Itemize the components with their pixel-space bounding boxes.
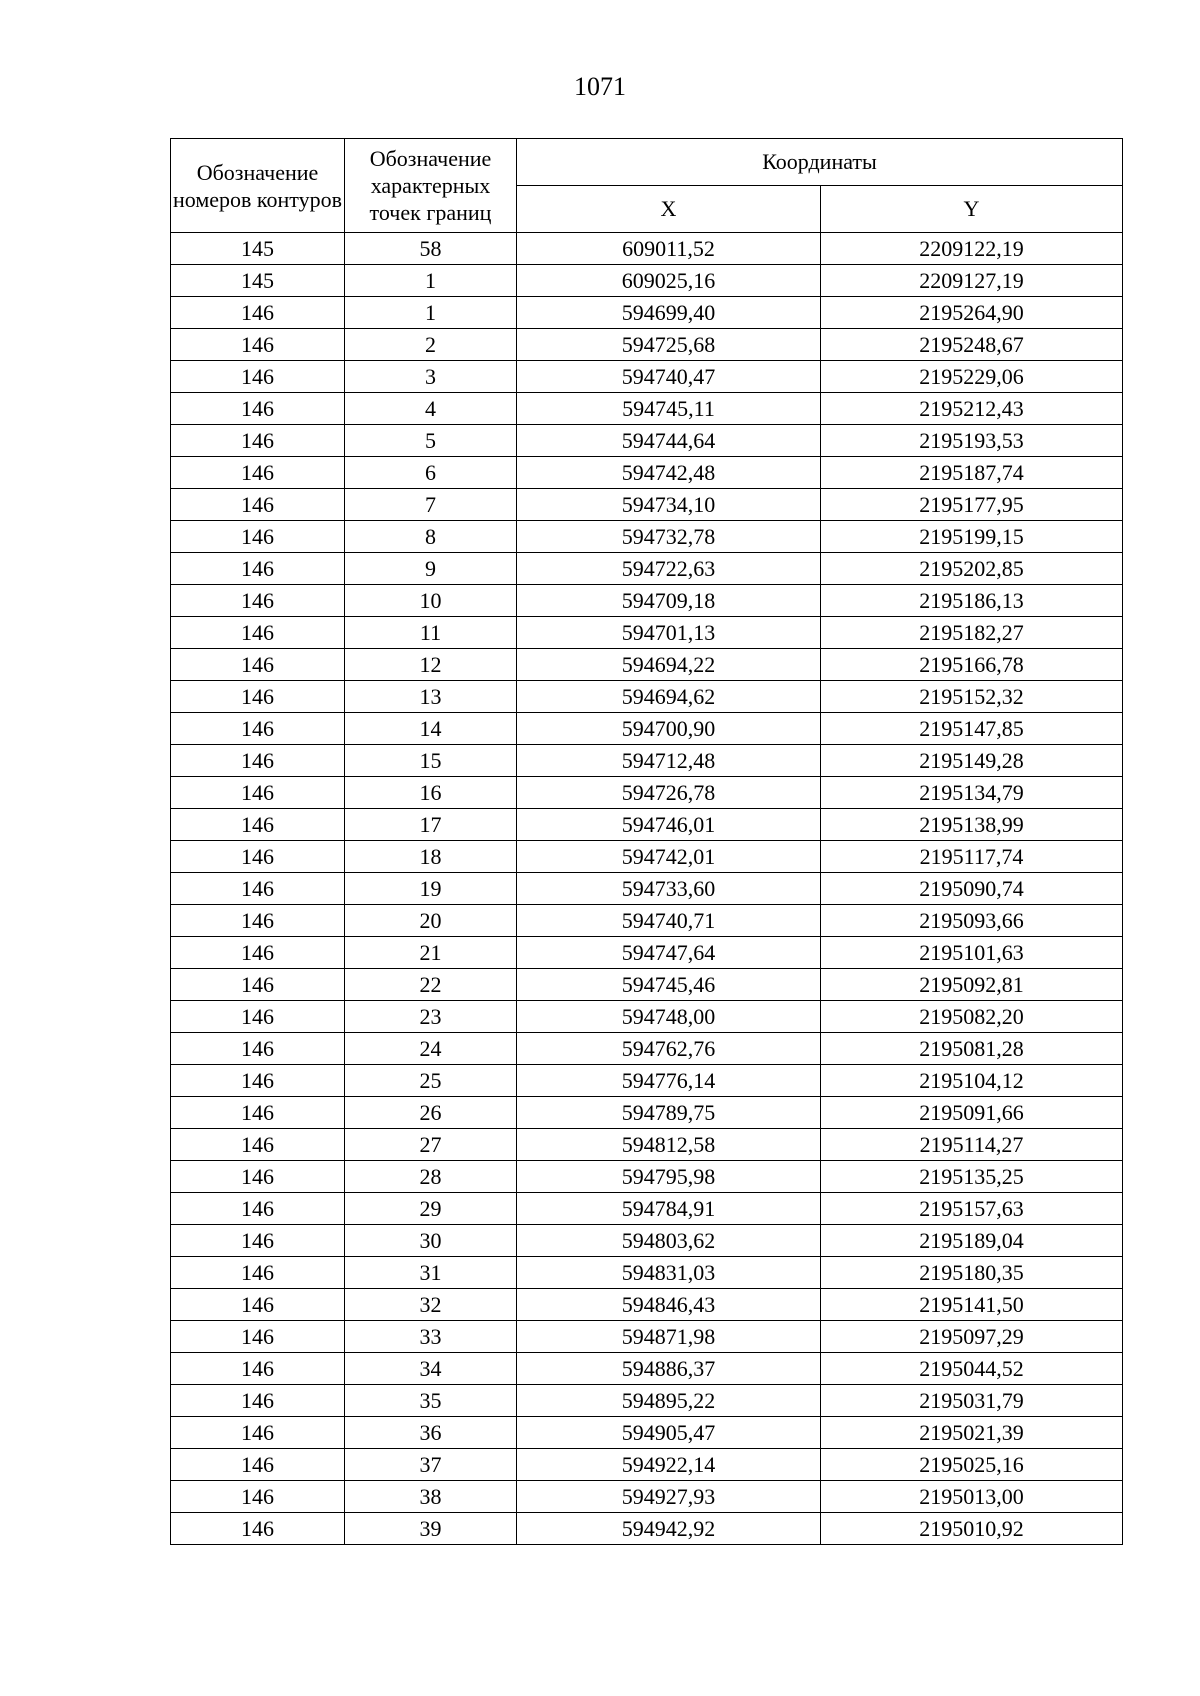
table-row: [171, 617, 1123, 649]
table-row: [171, 1097, 1123, 1129]
table-row: [171, 329, 1123, 361]
table-row: [171, 969, 1123, 1001]
cell-y: 2195117,74: [821, 841, 1123, 873]
header-coordinates: Координаты: [517, 139, 1123, 186]
cell-contour-number: 146: [171, 1001, 345, 1033]
cell-x: 594742,01: [517, 841, 821, 873]
cell-contour-number: 146: [171, 1289, 345, 1321]
cell-contour-number: 146: [171, 1225, 345, 1257]
header-y: Y: [821, 186, 1123, 233]
cell-x: 594726,78: [517, 777, 821, 809]
table-row: [171, 745, 1123, 777]
table-row: [171, 1513, 1123, 1545]
cell-x: 594740,47: [517, 361, 821, 393]
cell-point-number: 22: [345, 969, 517, 1001]
cell-x: 594744,64: [517, 425, 821, 457]
cell-y: 2195081,28: [821, 1033, 1123, 1065]
cell-contour-number: 146: [171, 1417, 345, 1449]
table-row: [171, 905, 1123, 937]
cell-contour-number: 146: [171, 1129, 345, 1161]
cell-contour-number: 146: [171, 1353, 345, 1385]
cell-y: 2195149,28: [821, 745, 1123, 777]
cell-y: 2195212,43: [821, 393, 1123, 425]
cell-point-number: 11: [345, 617, 517, 649]
cell-contour-number: 146: [171, 1385, 345, 1417]
cell-x: 594742,48: [517, 457, 821, 489]
table-row: [171, 1225, 1123, 1257]
cell-x: 594789,75: [517, 1097, 821, 1129]
table-row: [171, 361, 1123, 393]
cell-x: 594725,68: [517, 329, 821, 361]
cell-x: 594748,00: [517, 1001, 821, 1033]
cell-point-number: 32: [345, 1289, 517, 1321]
cell-x: 594922,14: [517, 1449, 821, 1481]
cell-contour-number: 146: [171, 329, 345, 361]
cell-y: 2195021,39: [821, 1417, 1123, 1449]
cell-contour-number: 146: [171, 393, 345, 425]
table-row: [171, 1161, 1123, 1193]
page-number: 1071: [574, 72, 626, 101]
cell-x: 594740,71: [517, 905, 821, 937]
cell-x: 594895,22: [517, 1385, 821, 1417]
cell-y: 2195031,79: [821, 1385, 1123, 1417]
cell-y: 2195101,63: [821, 937, 1123, 969]
cell-contour-number: 146: [171, 1449, 345, 1481]
cell-contour-number: 146: [171, 361, 345, 393]
cell-y: 2195180,35: [821, 1257, 1123, 1289]
cell-point-number: 21: [345, 937, 517, 969]
cell-contour-number: 146: [171, 809, 345, 841]
cell-x: 594812,58: [517, 1129, 821, 1161]
cell-y: 2195229,06: [821, 361, 1123, 393]
cell-point-number: 37: [345, 1449, 517, 1481]
cell-x: 594927,93: [517, 1481, 821, 1513]
cell-y: 2195092,81: [821, 969, 1123, 1001]
cell-y: 2195182,27: [821, 617, 1123, 649]
table-row: [171, 1001, 1123, 1033]
cell-x: 609025,16: [517, 265, 821, 297]
cell-x: 594886,37: [517, 1353, 821, 1385]
table-row: [171, 1065, 1123, 1097]
cell-point-number: 33: [345, 1321, 517, 1353]
table-body: [171, 233, 1123, 1545]
cell-x: 594846,43: [517, 1289, 821, 1321]
cell-point-number: 29: [345, 1193, 517, 1225]
cell-point-number: 34: [345, 1353, 517, 1385]
cell-y: 2195141,50: [821, 1289, 1123, 1321]
cell-contour-number: 146: [171, 457, 345, 489]
table-row: [171, 809, 1123, 841]
cell-contour-number: 146: [171, 1097, 345, 1129]
cell-x: 594709,18: [517, 585, 821, 617]
table-row: [171, 393, 1123, 425]
cell-contour-number: 146: [171, 425, 345, 457]
cell-contour-number: 146: [171, 969, 345, 1001]
cell-point-number: 3: [345, 361, 517, 393]
cell-x: 594722,63: [517, 553, 821, 585]
cell-point-number: 16: [345, 777, 517, 809]
table-row: [171, 649, 1123, 681]
cell-y: 2195138,99: [821, 809, 1123, 841]
cell-x: 594732,78: [517, 521, 821, 553]
cell-y: 2195090,74: [821, 873, 1123, 905]
table-row: [171, 1417, 1123, 1449]
cell-point-number: 35: [345, 1385, 517, 1417]
table-row: [171, 553, 1123, 585]
cell-y: 2195104,12: [821, 1065, 1123, 1097]
table-row: [171, 233, 1123, 265]
cell-contour-number: 146: [171, 905, 345, 937]
cell-point-number: 31: [345, 1257, 517, 1289]
cell-contour-number: 146: [171, 777, 345, 809]
cell-x: 594745,46: [517, 969, 821, 1001]
cell-y: 2195152,32: [821, 681, 1123, 713]
cell-contour-number: 146: [171, 745, 345, 777]
cell-x: 594784,91: [517, 1193, 821, 1225]
cell-point-number: 9: [345, 553, 517, 585]
cell-y: 2195202,85: [821, 553, 1123, 585]
cell-y: 2209122,19: [821, 233, 1123, 265]
table-row: [171, 489, 1123, 521]
cell-point-number: 27: [345, 1129, 517, 1161]
cell-x: 594905,47: [517, 1417, 821, 1449]
cell-point-number: 19: [345, 873, 517, 905]
cell-y: 2195264,90: [821, 297, 1123, 329]
cell-point-number: 18: [345, 841, 517, 873]
cell-contour-number: 146: [171, 1161, 345, 1193]
cell-x: 594762,76: [517, 1033, 821, 1065]
cell-contour-number: 145: [171, 265, 345, 297]
cell-y: 2195189,04: [821, 1225, 1123, 1257]
cell-contour-number: 146: [171, 1033, 345, 1065]
cell-point-number: 15: [345, 745, 517, 777]
table-row: [171, 1321, 1123, 1353]
cell-point-number: 8: [345, 521, 517, 553]
table-row: [171, 457, 1123, 489]
cell-y: 2195186,13: [821, 585, 1123, 617]
cell-point-number: 14: [345, 713, 517, 745]
cell-contour-number: 146: [171, 553, 345, 585]
cell-point-number: 17: [345, 809, 517, 841]
cell-contour-number: 146: [171, 297, 345, 329]
cell-y: 2195147,85: [821, 713, 1123, 745]
cell-contour-number: 146: [171, 521, 345, 553]
cell-point-number: 28: [345, 1161, 517, 1193]
cell-point-number: 36: [345, 1417, 517, 1449]
cell-contour-number: 146: [171, 1513, 345, 1545]
table-row: [171, 425, 1123, 457]
cell-x: 594699,40: [517, 297, 821, 329]
cell-x: 594733,60: [517, 873, 821, 905]
header-boundary-points: Обозначение характерных точек границ: [345, 139, 517, 233]
cell-y: 2195091,66: [821, 1097, 1123, 1129]
cell-x: 594942,92: [517, 1513, 821, 1545]
cell-x: 594803,62: [517, 1225, 821, 1257]
cell-contour-number: 146: [171, 681, 345, 713]
table-header: [171, 139, 1123, 233]
cell-point-number: 25: [345, 1065, 517, 1097]
cell-y: 2195193,53: [821, 425, 1123, 457]
cell-contour-number: 146: [171, 1481, 345, 1513]
cell-contour-number: 146: [171, 1193, 345, 1225]
cell-contour-number: 145: [171, 233, 345, 265]
table-row: [171, 265, 1123, 297]
table-row: [171, 1449, 1123, 1481]
table-row: [171, 1033, 1123, 1065]
cell-y: 2209127,19: [821, 265, 1123, 297]
cell-y: 2195135,25: [821, 1161, 1123, 1193]
cell-x: 594871,98: [517, 1321, 821, 1353]
cell-point-number: 39: [345, 1513, 517, 1545]
cell-x: 594746,01: [517, 809, 821, 841]
header-contour-numbers: Обозначение номеров контуров: [171, 139, 345, 233]
cell-contour-number: 146: [171, 617, 345, 649]
cell-y: 2195082,20: [821, 1001, 1123, 1033]
cell-x: 609011,52: [517, 233, 821, 265]
cell-y: 2195199,15: [821, 521, 1123, 553]
cell-x: 594831,03: [517, 1257, 821, 1289]
cell-point-number: 7: [345, 489, 517, 521]
cell-contour-number: 146: [171, 873, 345, 905]
cell-y: 2195157,63: [821, 1193, 1123, 1225]
cell-y: 2195177,95: [821, 489, 1123, 521]
cell-contour-number: 146: [171, 1065, 345, 1097]
cell-y: 2195010,92: [821, 1513, 1123, 1545]
cell-y: 2195013,00: [821, 1481, 1123, 1513]
cell-y: 2195025,16: [821, 1449, 1123, 1481]
cell-point-number: 10: [345, 585, 517, 617]
header-row: [171, 139, 1123, 186]
cell-x: 594694,22: [517, 649, 821, 681]
cell-point-number: 30: [345, 1225, 517, 1257]
cell-x: 594700,90: [517, 713, 821, 745]
cell-contour-number: 146: [171, 1257, 345, 1289]
cell-point-number: 1: [345, 297, 517, 329]
cell-y: 2195134,79: [821, 777, 1123, 809]
cell-x: 594745,11: [517, 393, 821, 425]
table-row: [171, 1289, 1123, 1321]
cell-point-number: 23: [345, 1001, 517, 1033]
cell-x: 594701,13: [517, 617, 821, 649]
cell-y: 2195044,52: [821, 1353, 1123, 1385]
table-row: [171, 521, 1123, 553]
table-row: [171, 297, 1123, 329]
cell-y: 2195248,67: [821, 329, 1123, 361]
cell-contour-number: 146: [171, 841, 345, 873]
table-row: [171, 1353, 1123, 1385]
table-row: [171, 841, 1123, 873]
cell-y: 2195097,29: [821, 1321, 1123, 1353]
cell-x: 594776,14: [517, 1065, 821, 1097]
cell-point-number: 20: [345, 905, 517, 937]
table-row: [171, 585, 1123, 617]
cell-contour-number: 146: [171, 585, 345, 617]
table-row: [171, 937, 1123, 969]
table-row: [171, 1481, 1123, 1513]
cell-contour-number: 146: [171, 649, 345, 681]
cell-x: 594694,62: [517, 681, 821, 713]
coordinates-table: [170, 138, 1123, 1545]
cell-point-number: 12: [345, 649, 517, 681]
cell-x: 594734,10: [517, 489, 821, 521]
cell-y: 2195166,78: [821, 649, 1123, 681]
cell-y: 2195114,27: [821, 1129, 1123, 1161]
cell-x: 594712,48: [517, 745, 821, 777]
cell-point-number: 5: [345, 425, 517, 457]
cell-contour-number: 146: [171, 1321, 345, 1353]
table-row: [171, 1129, 1123, 1161]
table-row: [171, 1385, 1123, 1417]
cell-contour-number: 146: [171, 937, 345, 969]
cell-y: 2195093,66: [821, 905, 1123, 937]
cell-point-number: 26: [345, 1097, 517, 1129]
cell-y: 2195187,74: [821, 457, 1123, 489]
table-row: [171, 1193, 1123, 1225]
cell-contour-number: 146: [171, 489, 345, 521]
cell-x: 594747,64: [517, 937, 821, 969]
cell-point-number: 1: [345, 265, 517, 297]
cell-point-number: 4: [345, 393, 517, 425]
cell-x: 594795,98: [517, 1161, 821, 1193]
cell-point-number: 24: [345, 1033, 517, 1065]
table-row: [171, 1257, 1123, 1289]
cell-point-number: 13: [345, 681, 517, 713]
table-row: [171, 873, 1123, 905]
table-row: [171, 681, 1123, 713]
header-x: X: [517, 186, 821, 233]
cell-point-number: 6: [345, 457, 517, 489]
cell-contour-number: 146: [171, 713, 345, 745]
table-row: [171, 777, 1123, 809]
cell-point-number: 38: [345, 1481, 517, 1513]
cell-point-number: 2: [345, 329, 517, 361]
table-row: [171, 713, 1123, 745]
cell-point-number: 58: [345, 233, 517, 265]
